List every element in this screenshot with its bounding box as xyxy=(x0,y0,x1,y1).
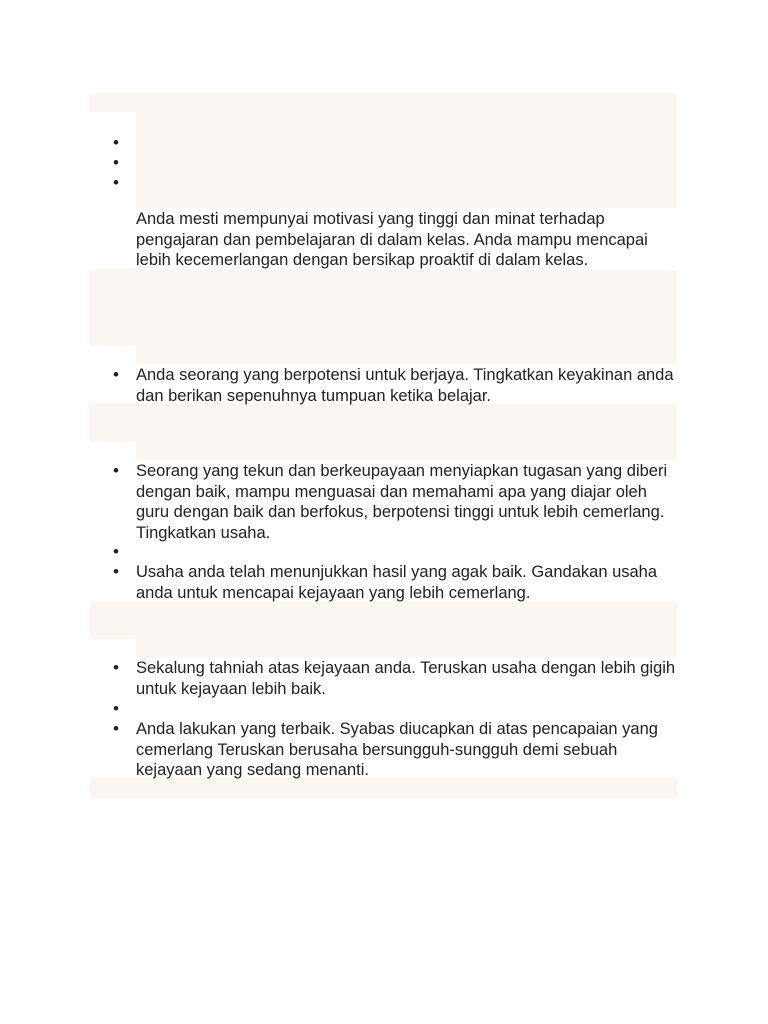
list-bullet: • xyxy=(113,658,119,677)
paragraph-motivation: Anda mesti mempunyai motivasi yang tinggi dan minat terhadap pengajaran dan pembelajaran di dalam kelas. Anda mampu mencapai lebih kecemerlangan dengan bersikap proaktif di dalam kelas. xyxy=(136,210,648,269)
list-bullet: • xyxy=(113,719,119,738)
list-bullet: • xyxy=(113,542,119,561)
paragraph-best: Anda lakukan yang terbaik. Syabas diucapkan di atas pencapaian yang cemerlang Teruskan berusaha bersungguh-sungguh demi sebuah kejayaan yang sedang menanti. xyxy=(136,720,658,779)
paragraph-effort: Usaha anda telah menunjukkan hasil yang agak baik. Gandakan usaha anda untuk mencapai kejayaan yang lebih cemerlang. xyxy=(136,563,658,602)
paragraph-diligent: Seorang yang tekun dan berkeupayaan menyiapkan tugasan yang diberi dengan baik, mampu menguasai dan memahami apa yang diajar oleh guru dengan baik dan berfokus, berpotensi tinggi untuk lebih cemerlang. Tingkatkan usaha. xyxy=(136,462,668,542)
paragraph-congrats: Sekalung tahniah atas kejayaan anda. Teruskan usaha dengan lebih gigih untuk kejayaan lebih baik. xyxy=(136,659,676,698)
list-bullet: • xyxy=(113,461,119,480)
list-bullet: • xyxy=(113,365,119,384)
list-bullet: • xyxy=(113,173,119,192)
list-bullet: • xyxy=(113,133,119,152)
list-bullet: • xyxy=(113,153,119,172)
paragraph-potential: Anda seorang yang berpotensi untuk berjaya. Tingkatkan keyakinan anda dan berikan sepenuhnya tumpuan ketika belajar. xyxy=(136,366,674,405)
list-bullet: • xyxy=(113,699,119,718)
list-bullet: • xyxy=(113,562,119,581)
